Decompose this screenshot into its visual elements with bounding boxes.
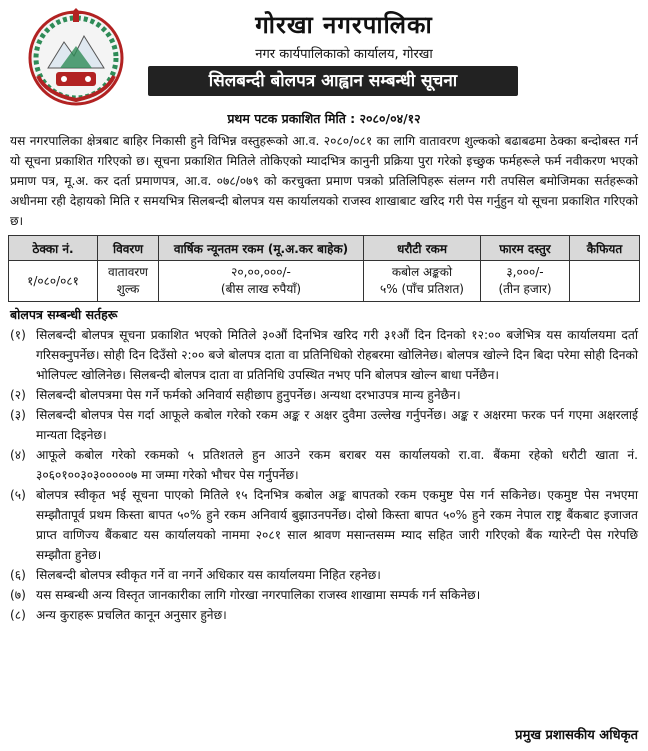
deposit-line-1: कबोल अङ्कको <box>391 265 453 279</box>
list-item <box>10 585 638 605</box>
list-item <box>10 445 638 485</box>
cell-contract-no: १/०८०/०८१ <box>9 261 98 302</box>
condition-number: (१) <box>10 328 26 342</box>
cell-annual-amount <box>159 261 364 302</box>
conditions-list <box>8 325 640 625</box>
table-header-row <box>9 236 640 261</box>
municipality-title: गोरखा नगरपालिका <box>255 11 433 39</box>
condition-text: सिलबन्दी बोलपत्रमा पेस गर्ने फर्मको अनिवार्य सहीछाप हुनुपर्नेछ। अन्यथा दरभाउपत्र मान्य हुनेछैन। <box>36 388 461 402</box>
amount-line-1: २०,००,०००/- <box>231 265 291 279</box>
fee-line-1: ३,०००/- <box>506 265 544 279</box>
condition-text: अन्य कुराहरू प्रचलित कानून अनुसार हुनेछ। <box>36 608 227 622</box>
list-item <box>10 565 638 585</box>
cell-form-fee <box>481 261 570 302</box>
condition-text: सिलबन्दी बोलपत्र सूचना प्रकाशित भएको मितिले ३०औं दिनभित्र खरिद गरी ३१औं दिन दिनको १२:०० बजेभित्र यस कार्यालयमा दर्ता गरिसक्नुपर्नेछ। सोही दिन दिउँसो २:०० बजे बोलपत्र दाता वा प्रतिनिधिको रोहबरमा खोलिनेछ। बोलपत्र खोल्ने दिन बिदा परेमा सोही दिनको भोलिपल्ट खोलिनेछ। सिलबन्दी बोलपत्र दाता वा प्रतिनिधि उपस्थित नभए पनि बोलपत्र खोल्न बाधा पर्नेछैन। <box>36 328 638 382</box>
header-remarks: कैफियत <box>570 236 640 261</box>
condition-number: (७) <box>10 588 26 602</box>
header-description: विवरण <box>98 236 159 261</box>
list-item <box>10 485 638 565</box>
condition-text: यस सम्बन्धी अन्य विस्तृत जानकारीका लागि गोरखा नगरपालिका राजस्व शाखामा सम्पर्क गर्न सकिनेछ। <box>36 588 481 602</box>
condition-number: (४) <box>10 448 26 462</box>
desc-line-2: शुल्क <box>116 282 140 296</box>
cell-remarks <box>570 261 640 302</box>
condition-text: बोलपत्र स्वीकृत भई सूचना पाएको मितिले १५ दिनभित्र कबोल अङ्क बापतको रकम एकमुष्ट पेस गर्न सकिनेछ। एकमुष्ट पेस नभएमा सम्झौतापूर्व प्रथम किस्ता बापत ५०% हुने रकम अनिवार्य बुझाउनपर्नेछ। दोस्रो किस्ता बापत ५०% हुने रकम नेपाल राष्ट्र बैंकबाट इजाजत प्राप्त वाणिज्य बैंकबाट यस कार्यालयको नाममा २०८१ साल श्रावण मसान्तसम्म म्याद सहित जारी गरिएको बैंक ग्यारेन्टी पेस गरेपछि सम्झौता हुनेछ। <box>36 488 638 562</box>
header-contract-no: ठेक्का नं. <box>9 236 98 261</box>
fee-line-2: (तीन हजार) <box>498 282 552 296</box>
desc-line-1: वातावरण <box>108 265 148 279</box>
notice-header <box>8 0 640 108</box>
notice-banner: सिलबन्दी बोलपत्र आह्वान सम्बन्धी सूचना <box>148 66 518 96</box>
signatory-title: प्रमुख प्रशासकीय अधिकृत <box>515 728 638 743</box>
header-deposit: धरौटी रकम <box>364 236 481 261</box>
condition-text: आफूले कबोल गरेको रकमको ५ प्रतिशतले हुन आउने रकम बराबर यस कार्यालयको रा.वा. बैंकमा रहेको धरौटी खाता नं. ३०६०१००३०३०००००७ मा जम्मा गरेको भौचर पेस गर्नुपर्नेछ। <box>36 448 638 482</box>
conditions-title: बोलपत्र सम्बन्धी सर्तहरू <box>10 307 118 322</box>
list-item <box>10 405 638 445</box>
condition-text: सिलबन्दी बोलपत्र पेस गर्दा आफूले कबोल गरेको रकम अङ्क र अक्षर दुवैमा उल्लेख गर्नुपर्नेछ। अङ्क र अक्षरमा फरक पर्न गएमा अक्षरलाई मान्यता दिइनेछ। <box>36 408 638 442</box>
table-row <box>9 261 640 302</box>
condition-number: (५) <box>10 488 26 502</box>
header-form-fee: फारम दस्तुर <box>481 236 570 261</box>
list-item <box>10 385 638 405</box>
intro-paragraph: यस नगरपालिका क्षेत्रबाट बाहिर निकासी हुने विभिन्न वस्तुहरूको आ.व. २०८०/०८१ का लागि वातावरण शुल्कको बढाबढमा ठेक्का बन्दोबस्त गर्न यो सूचना प्रकाशित गरिएको छ। सूचना प्रकाशित मितिले तोकिएको म्यादभित्र कानुनी प्रक्रिया पुरा गरेको इच्छुक फर्महरूले फर्म नवीकरण भएको प्रमाण पत्र, मू.अ. कर दर्ता प्रमाणपत्र, आ.व. ०७८/०७९ को करचुक्ता प्रमाण पत्रको प्रतिलिपिहरू संलग्न गरी तपसिल बमोजिमका सर्तहरूको अधीनमा रही देहायको मिति र समयभित्र सिलबन्दी बोलपत्र यस कार्यालयको राजस्व शाखाबाट खरिद गरी पेस गर्नुहुन यो सूचना प्रकाशित गरिएको छ। <box>10 134 638 228</box>
list-item <box>10 325 638 385</box>
deposit-line-2: ५% (पाँच प्रतिशत) <box>380 282 464 296</box>
condition-number: (८) <box>10 608 26 622</box>
cell-deposit <box>364 261 481 302</box>
condition-number: (२) <box>10 388 26 402</box>
office-subtitle: नगर कार्यपालिकाको कार्यालय, गोरखा <box>255 47 433 62</box>
list-item <box>10 605 638 625</box>
condition-number: (३) <box>10 408 26 422</box>
header-annual-amount: वार्षिक न्यूनतम रकम (मू.अ.कर बाहेक) <box>159 236 364 261</box>
amount-line-2: (बीस लाख रुपैयाँ) <box>220 282 302 296</box>
condition-text: सिलबन्दी बोलपत्र स्वीकृत गर्ने वा नगर्ने अधिकार यस कार्यालयमा निहित रहनेछ। <box>36 568 381 582</box>
condition-number: (६) <box>10 568 26 582</box>
cell-description <box>98 261 159 302</box>
published-date: प्रथम पटक प्रकाशित मिति : २०८०/०४/१२ <box>227 111 421 126</box>
bid-table <box>8 235 640 302</box>
